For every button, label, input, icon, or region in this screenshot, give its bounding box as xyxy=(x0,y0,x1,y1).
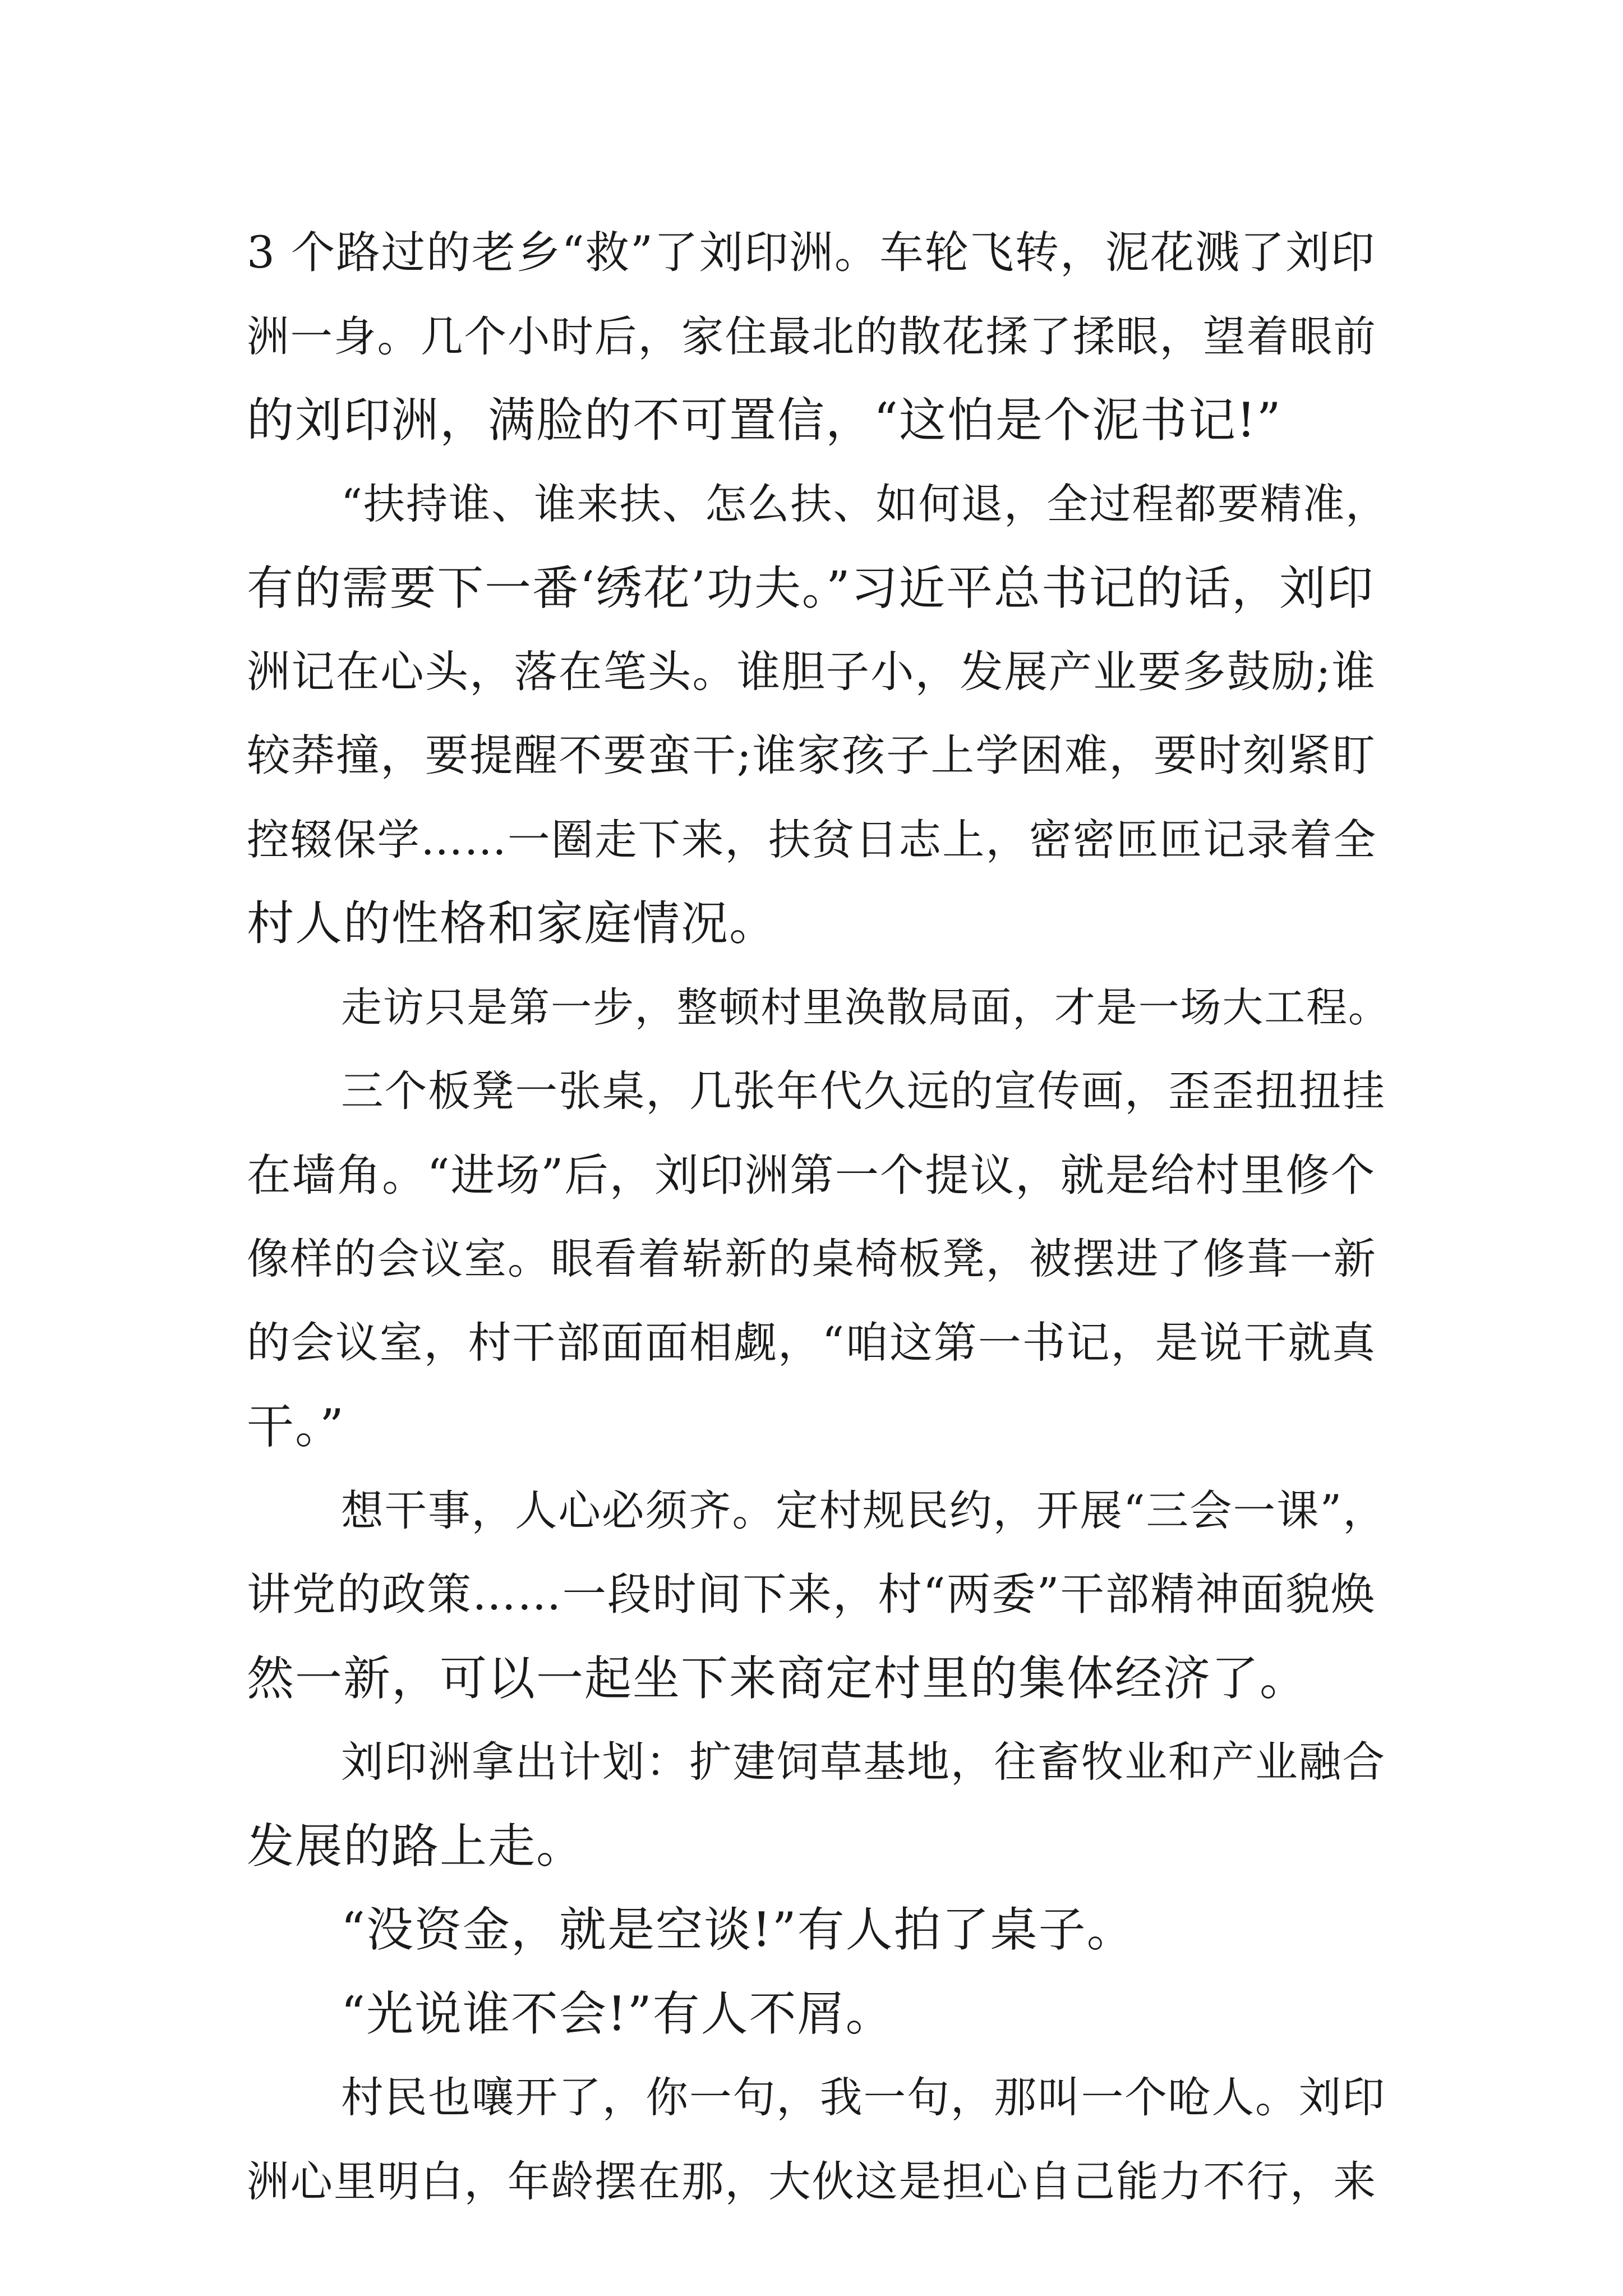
text-line: 有的需要下一番‘绣花’功夫。”习近平总书记的话，刘印 xyxy=(247,561,1375,615)
text-line: 洲心里明白，年龄摆在那，大伙这是担心自己能力不行，来 xyxy=(247,2156,1377,2206)
text-line: 像样的会议室。眼看着崭新的桌椅板凳，被摆进了修葺一新 xyxy=(247,1234,1377,1283)
text-line: 想干事，人心必须齐。定村规民约，开展“三会一课”， xyxy=(341,1485,1386,1535)
text-line: 村民也嚷开了，你一句，我一句，那叫一个呛人。刘印 xyxy=(341,2073,1386,2122)
text-line: 3 个路过的老乡“救”了刘印洲。车轮飞转，泥花溅了刘印 xyxy=(247,227,1376,278)
body-text xyxy=(247,211,1390,2224)
text-line: 洲一身。几个小时后，家住最北的散花揉了揉眼，望着眼前 xyxy=(247,311,1377,361)
text-line: 三个板凳一张桌，几张年代久远的宣传画，歪歪扭扭挂 xyxy=(341,1066,1386,1116)
text-line: 洲记在心头，落在笔头。谁胆子小，发展产业要多鼓励;谁 xyxy=(247,646,1377,697)
text-line: 的会议室，村干部面面相觑，“咱这第一书记，是说干就真 xyxy=(247,1318,1376,1368)
text-line: 的刘印洲，满脸的不可置信，“这怕是个泥书记!” xyxy=(247,393,1282,448)
text-line: “扶持谁、谁来扶、怎么扶、如何退，全过程都要精准， xyxy=(341,480,1389,528)
text-line: 较莽撞，要提醒不要蛮干;谁家孩子上学困难，要时刻紧盯 xyxy=(247,730,1377,781)
text-line: 村人的性格和家庭情况。 xyxy=(247,896,778,951)
text-line: 发展的路上走。 xyxy=(247,1818,585,1874)
text-line: 刘印洲拿出计划：扩建饲草基地，往畜牧业和产业融合 xyxy=(341,1737,1386,1787)
text-line: 然一新，可以一起坐下来商定村里的集体经济了。 xyxy=(247,1650,1308,1706)
text-line: 在墙角。“进场”后，刘印洲第一个提议，就是给村里修个 xyxy=(247,1149,1376,1201)
text-line: “光说谁不会!”有人不屑。 xyxy=(341,1986,894,2041)
text-line: 控辍保学……一圈走下来，扶贫日志上，密密匝匝记录着全 xyxy=(247,815,1377,864)
text-line: 走访只是第一步，整顿村里涣散局面，才是一场大工程。 xyxy=(341,983,1390,1032)
text-line: 干。” xyxy=(247,1399,345,1454)
text-line: “没资金，就是空谈!”有人拍了桌子。 xyxy=(341,1902,1135,1957)
text-line: 讲党的政策……一段时间下来，村“两委”干部精神面貌焕 xyxy=(247,1569,1376,1620)
